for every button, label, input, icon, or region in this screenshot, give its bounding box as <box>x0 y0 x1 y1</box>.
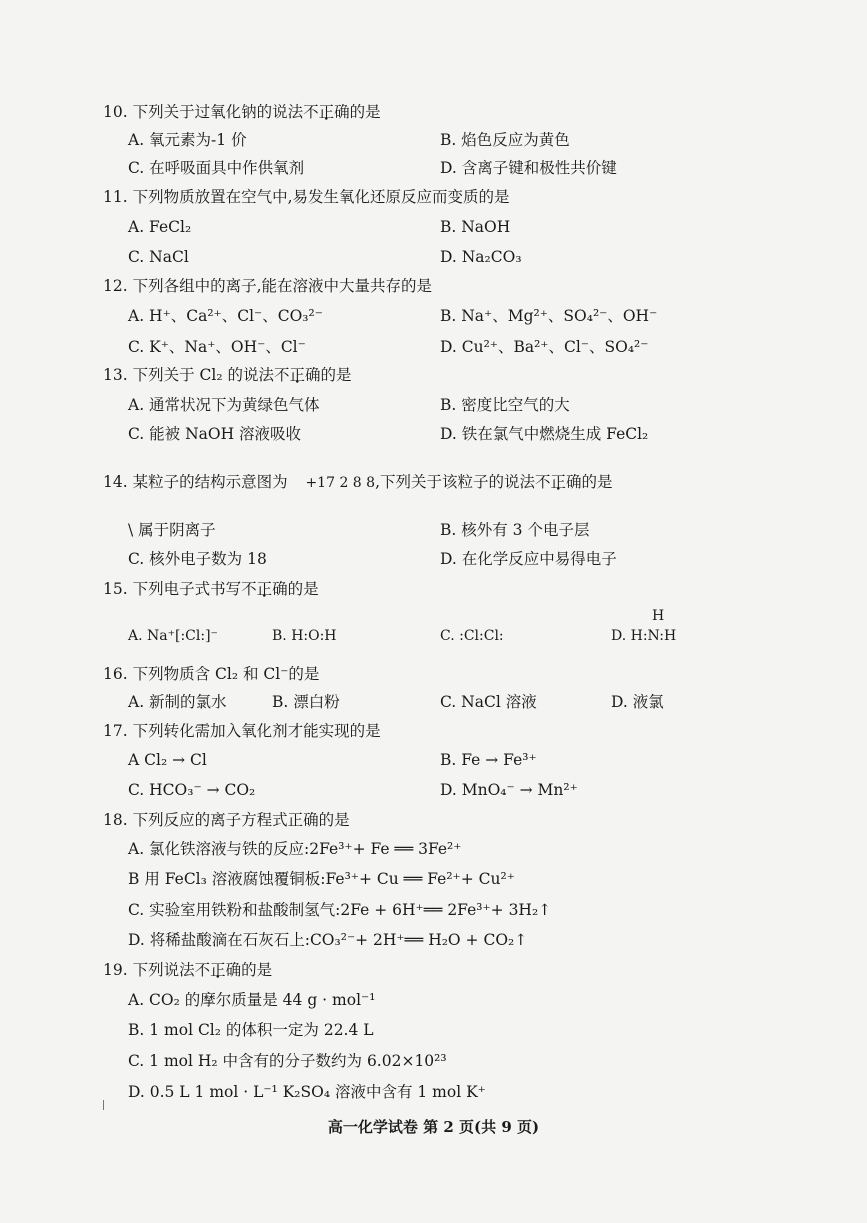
q17-option-c: C. HCO₃⁻ → CO₂ <box>128 781 256 799</box>
q18-option-b: B 用 FeCl₃ 溶液腐蚀覆铜板:Fe³⁺+ Cu ══ Fe²⁺+ Cu²⁺ <box>128 870 515 888</box>
question-14-stem: 14. 某粒子的结构示意图为 +17 2 8 8,下列关于该粒子的说法不正确的是 <box>103 473 613 491</box>
q16-option-b: B. 漂白粉 <box>272 693 340 711</box>
q18-option-c: C. 实验室用铁粉和盐酸制氢气:2Fe + 6H⁺══ 2Fe³⁺+ 3H₂↑ <box>128 901 552 919</box>
question-16-stem: 16. 下列物质含 Cl₂ 和 Cl⁻的是 <box>103 665 320 683</box>
q19-option-a: A. CO₂ 的摩尔质量是 44 g · mol⁻¹ <box>128 991 376 1009</box>
q18-option-a: A. 氯化铁溶液与铁的反应:2Fe³⁺+ Fe ══ 3Fe²⁺ <box>128 840 462 858</box>
scan-artifact-mark <box>103 1100 104 1110</box>
q15-option-d-top-h: H <box>652 608 665 624</box>
q15-option-b: B. H:O:H <box>272 628 337 644</box>
atom-structure-diagram: +17 2 8 8 <box>305 475 376 491</box>
q14-option-c: C. 核外电子数为 18 <box>128 550 267 568</box>
q11-option-a: A. FeCl₂ <box>128 218 192 236</box>
q18-option-d: D. 将稀盐酸滴在石灰石上:CO₃²⁻+ 2H⁺══ H₂O + CO₂↑ <box>128 931 528 949</box>
question-18-stem: 18. 下列反应的离子方程式正确的是 <box>103 811 350 829</box>
q12-option-d: D. Cu²⁺、Ba²⁺、Cl⁻、SO₄²⁻ <box>440 338 649 356</box>
question-17-stem: 17. 下列转化需加入氧化剂才能实现的是 <box>103 722 381 740</box>
question-15-stem: 15. 下列电子式书写不正确的是 <box>103 580 319 598</box>
q15-option-d: D. H:N:H <box>611 628 677 644</box>
q14-option-a: \ 属于阴离子 <box>128 521 216 539</box>
emphasis-mark: 不正确 <box>303 103 350 121</box>
q19-option-d: D. 0.5 L 1 mol · L⁻¹ K₂SO₄ 溶液中含有 1 mol K⁺ <box>128 1083 486 1101</box>
emphasis-mark: 不正确 <box>241 580 288 598</box>
emphasis-mark: 不正确 <box>194 961 242 979</box>
q12-option-a: A. H⁺、Ca²⁺、Cl⁻、CO₃²⁻ <box>128 307 323 325</box>
emphasis-mark: 不正确 <box>273 366 321 384</box>
question-11-stem: 11. 下列物质放置在空气中,易发生氧化还原反应而变质的是 <box>103 188 510 206</box>
q12-option-c: C. K⁺、Na⁺、OH⁻、Cl⁻ <box>128 338 306 356</box>
q11-option-b: B. NaOH <box>440 218 511 236</box>
q13-option-d: D. 铁在氯气中燃烧生成 FeCl₂ <box>440 425 649 443</box>
q13-option-c: C. 能被 NaOH 溶液吸收 <box>128 425 302 443</box>
q10-option-c: C. 在呼吸面具中作供氧剂 <box>128 159 305 177</box>
q15-option-c: C. :Cl:Cl: <box>440 628 504 644</box>
q10-option-b: B. 焰色反应为黄色 <box>440 131 570 149</box>
q16-option-a: A. 新制的氯水 <box>128 693 227 711</box>
q19-option-c: C. 1 mol H₂ 中含有的分子数约为 6.02×10²³ <box>128 1052 447 1070</box>
q11-option-d: D. Na₂CO₃ <box>440 248 522 266</box>
question-12-stem: 12. 下列各组中的离子,能在溶液中大量共存的是 <box>103 277 433 295</box>
q14-option-b: B. 核外有 3 个电子层 <box>440 521 590 539</box>
q11-option-c: C. NaCl <box>128 248 189 266</box>
question-13-stem: 13. 下列关于 Cl₂ 的说法不正确的是 <box>103 366 352 384</box>
q14-option-d: D. 在化学反应中易得电子 <box>440 550 617 568</box>
q10-option-a: A. 氧元素为-1 价 <box>128 131 247 149</box>
page-footer: 高一化学试卷 第 2 页(共 9 页) <box>327 1118 540 1136</box>
q12-option-b: B. Na⁺、Mg²⁺、SO₄²⁻、OH⁻ <box>440 307 658 325</box>
q13-option-b: B. 密度比空气的大 <box>440 396 570 414</box>
q17-option-a: A Cl₂ → Cl <box>128 751 207 769</box>
q16-option-c: C. NaCl 溶液 <box>440 693 537 711</box>
q15-option-a: A. Na⁺[:Cl:]⁻ <box>128 628 218 644</box>
q19-option-b: B. 1 mol Cl₂ 的体积一定为 22.4 L <box>128 1021 374 1039</box>
q17-option-d: D. MnO₄⁻ → Mn²⁺ <box>440 781 578 799</box>
q17-option-b: B. Fe → Fe³⁺ <box>440 751 537 769</box>
q16-option-d: D. 液氯 <box>611 693 664 711</box>
emphasis-mark: 不正确 <box>535 473 582 491</box>
question-10-stem: 10. 下列关于过氧化钠的说法不正确的是 <box>103 103 381 121</box>
q13-option-a: A. 通常状况下为黄绿色气体 <box>128 396 320 414</box>
question-19-stem: 19. 下列说法不正确的是 <box>103 961 273 979</box>
q10-option-d: D. 含离子键和极性共价键 <box>440 159 617 177</box>
